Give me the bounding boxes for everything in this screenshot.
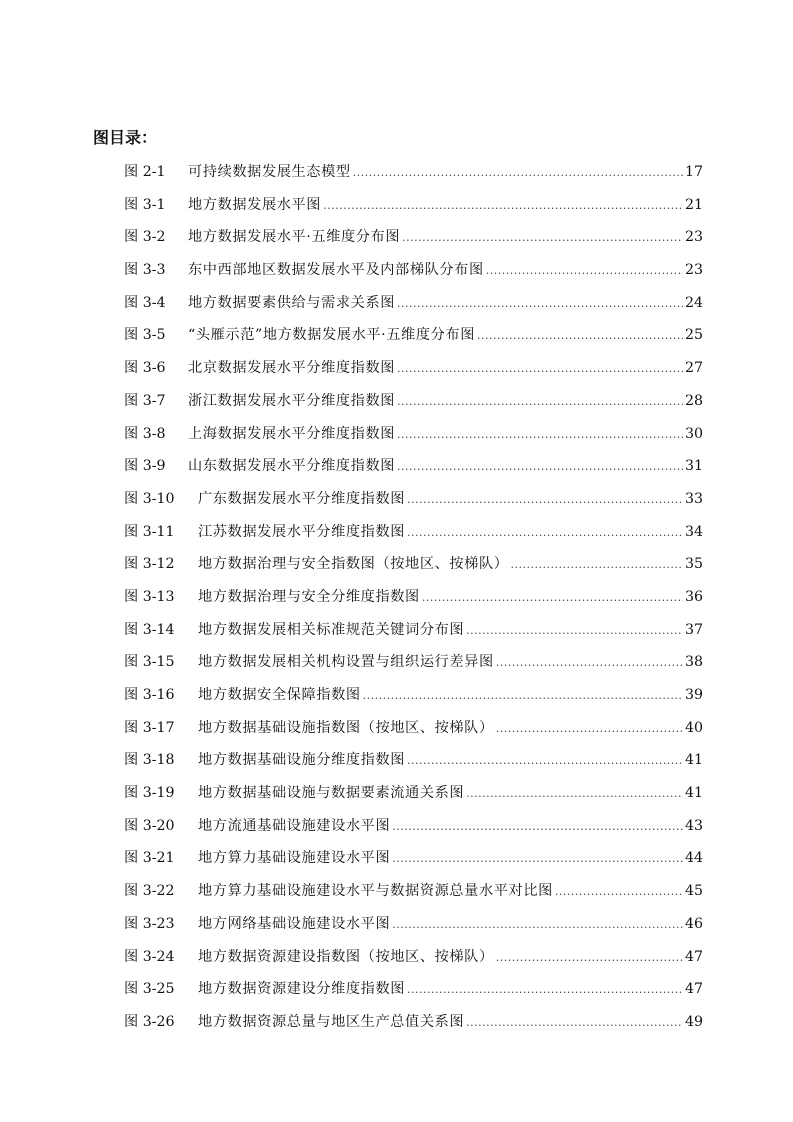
dot-leader (392, 849, 683, 869)
page-number: 44 (684, 850, 703, 867)
figure-number: 图 3-19 (124, 785, 175, 802)
figure-number: 图 3-21 (124, 850, 175, 867)
page-number: 38 (684, 654, 703, 671)
figure-title: 地方数据资源建设指数图（按地区、按梯队） (198, 948, 494, 965)
page-number: 31 (684, 458, 703, 475)
dot-leader (511, 555, 683, 575)
figure-title: 地方算力基础设施建设水平图 (198, 850, 391, 867)
figure-number: 图 3-11 (124, 523, 175, 540)
dot-leader (407, 523, 683, 543)
figure-list-entry[interactable] (124, 325, 703, 358)
figure-number: 图 3-3 (124, 262, 166, 279)
figure-title: 地方算力基础设施建设水平与数据资源总量水平对比图 (198, 883, 553, 900)
dot-leader (496, 653, 683, 673)
figure-list-entry[interactable] (124, 293, 703, 326)
page-number: 41 (684, 752, 703, 769)
figure-list-entry[interactable] (124, 914, 703, 947)
figure-number: 图 3-6 (124, 360, 166, 377)
dot-leader (466, 1013, 683, 1033)
figure-number: 图 3-12 (124, 556, 175, 573)
figure-number: 图 3-20 (124, 817, 175, 834)
page-number: 46 (684, 915, 703, 932)
figure-list-entry[interactable] (124, 947, 703, 980)
figure-list-entry[interactable] (124, 881, 703, 914)
figure-number: 图 3-18 (124, 752, 175, 769)
figure-title: 地方数据发展水平·五维度分布图 (188, 229, 401, 246)
figure-title: 江苏数据发展水平分维度指数图 (198, 523, 406, 540)
figure-number: 图 3-16 (124, 687, 175, 703)
page-number: 24 (684, 294, 703, 311)
figure-list-entry[interactable] (124, 1012, 703, 1045)
figure-list-entry[interactable] (124, 685, 703, 718)
figure-list-entry[interactable] (124, 816, 703, 849)
figure-title: 地方数据发展相关标准规范关键词分布图 (198, 621, 465, 638)
figure-list-entry[interactable] (124, 554, 703, 587)
figure-number: 图 3-24 (124, 948, 175, 965)
figure-list-entry[interactable] (124, 358, 703, 391)
figure-title: 北京数据发展水平分维度指数图 (188, 360, 396, 377)
figure-number: 图 3-8 (124, 425, 166, 442)
figure-title: 广东数据发展水平分维度指数图 (198, 490, 406, 507)
dot-leader (353, 163, 683, 183)
page-number: 17 (684, 164, 703, 180)
figure-title: 地方数据基础设施分维度指数图 (198, 752, 406, 769)
dot-leader (402, 228, 683, 248)
figure-list-entry[interactable] (124, 718, 703, 751)
figure-list-entry[interactable] (124, 652, 703, 685)
figure-number: 图 3-4 (124, 294, 166, 311)
dot-leader (392, 915, 683, 935)
figure-list-entry[interactable] (124, 227, 703, 260)
figure-number: 图 3-5 (124, 327, 166, 344)
figure-title: 地方网络基础设施建设水平图 (198, 915, 391, 932)
figure-title: 地方数据安全保障指数图 (198, 687, 361, 703)
page-number: 30 (684, 425, 703, 442)
figure-list-title: 图目录： (93, 128, 158, 147)
dot-leader (392, 817, 683, 837)
page-number: 34 (684, 523, 703, 540)
figure-number: 图 3-1 (124, 196, 166, 213)
page-number: 39 (684, 687, 703, 703)
figure-list-entry[interactable] (124, 391, 703, 424)
dot-leader (466, 784, 683, 804)
figure-title: 东中西部地区数据发展水平及内部梯队分布图 (188, 262, 484, 279)
figure-number: 图 3-14 (124, 621, 175, 638)
figure-list-entry[interactable] (124, 162, 703, 195)
figure-number: 图 3-25 (124, 981, 175, 998)
dot-leader (397, 294, 683, 314)
figure-list-entry[interactable] (124, 979, 703, 1012)
figure-list-entry[interactable] (124, 750, 703, 783)
figure-title: 地方数据要素供给与需求关系图 (188, 294, 396, 311)
figure-number: 图 3-7 (124, 392, 166, 409)
dot-leader (407, 490, 683, 510)
figure-title: 地方数据资源总量与地区生产总值关系图 (198, 1013, 465, 1030)
figure-title: 地方数据基础设施指数图（按地区、按梯队） (198, 719, 494, 736)
page-number: 41 (684, 785, 703, 802)
figure-title: 地方数据发展相关机构设置与组织运行差异图 (198, 654, 494, 671)
page-number: 36 (684, 588, 703, 605)
figure-title: 浙江数据发展水平分维度指数图 (188, 392, 396, 409)
figure-number: 图 3-13 (124, 588, 175, 605)
page-number: 28 (684, 392, 703, 409)
figure-title: 山东数据发展水平分维度指数图 (188, 458, 396, 475)
dot-leader (496, 948, 683, 968)
page-number: 21 (684, 196, 703, 213)
figure-title: “头雁示范”地方数据发展水平·五维度分布图 (188, 327, 475, 344)
figure-list-entry[interactable] (124, 489, 703, 522)
figure-list (124, 162, 703, 1045)
dot-leader (422, 588, 683, 608)
figure-list-entry[interactable] (124, 848, 703, 881)
figure-list-entry[interactable] (124, 783, 703, 816)
figure-title: 上海数据发展水平分维度指数图 (188, 425, 396, 442)
figure-list-entry[interactable] (124, 456, 703, 489)
figure-title: 地方数据治理与安全指数图（按地区、按梯队） (198, 556, 509, 573)
figure-number: 图 3-17 (124, 719, 175, 736)
figure-title: 地方数据发展水平图 (188, 196, 322, 213)
figure-number: 图 3-23 (124, 915, 175, 932)
page-number: 33 (684, 490, 703, 507)
figure-list-entry[interactable] (124, 424, 703, 457)
page-number: 27 (684, 360, 703, 377)
figure-number: 图 3-22 (124, 883, 175, 900)
dot-leader (363, 686, 683, 706)
dot-leader (397, 457, 683, 477)
figure-list-entry[interactable] (124, 522, 703, 555)
page-number: 23 (684, 229, 703, 246)
dot-leader (323, 196, 683, 216)
page-number: 45 (684, 883, 703, 900)
figure-title: 地方流通基础设施建设水平图 (198, 817, 391, 834)
figure-list-entry[interactable] (124, 587, 703, 620)
figure-number: 图 3-10 (124, 490, 175, 507)
figure-title: 地方数据资源建设分维度指数图 (198, 981, 406, 998)
dot-leader (407, 751, 683, 771)
page-number: 40 (684, 719, 703, 736)
figure-number: 图 2-1 (124, 164, 166, 180)
page-number: 25 (684, 327, 703, 344)
page-number: 43 (684, 817, 703, 834)
dot-leader (397, 392, 683, 412)
figure-number: 图 3-15 (124, 654, 175, 671)
dot-leader (555, 882, 683, 902)
dot-leader (466, 621, 683, 641)
figure-title: 地方数据基础设施与数据要素流通关系图 (198, 785, 465, 802)
figure-number: 图 3-26 (124, 1013, 175, 1030)
dot-leader (477, 326, 683, 346)
figure-list-entry[interactable] (124, 620, 703, 653)
figure-number: 图 3-2 (124, 229, 166, 246)
page-number: 47 (684, 981, 703, 998)
figure-title: 地方数据治理与安全分维度指数图 (198, 588, 420, 605)
figure-number: 图 3-9 (124, 458, 166, 475)
figure-list-entry[interactable] (124, 260, 703, 293)
figure-title: 可持续数据发展生态模型 (188, 164, 351, 180)
dot-leader (496, 719, 683, 739)
figure-list-entry[interactable] (124, 195, 703, 228)
dot-leader (397, 425, 683, 445)
page-number: 35 (684, 556, 703, 573)
page-number: 23 (684, 262, 703, 279)
dot-leader (397, 359, 683, 379)
page-number: 49 (684, 1013, 703, 1030)
page-number: 47 (684, 948, 703, 965)
page-number: 37 (684, 621, 703, 638)
dot-leader (486, 261, 683, 281)
dot-leader (407, 980, 683, 1000)
